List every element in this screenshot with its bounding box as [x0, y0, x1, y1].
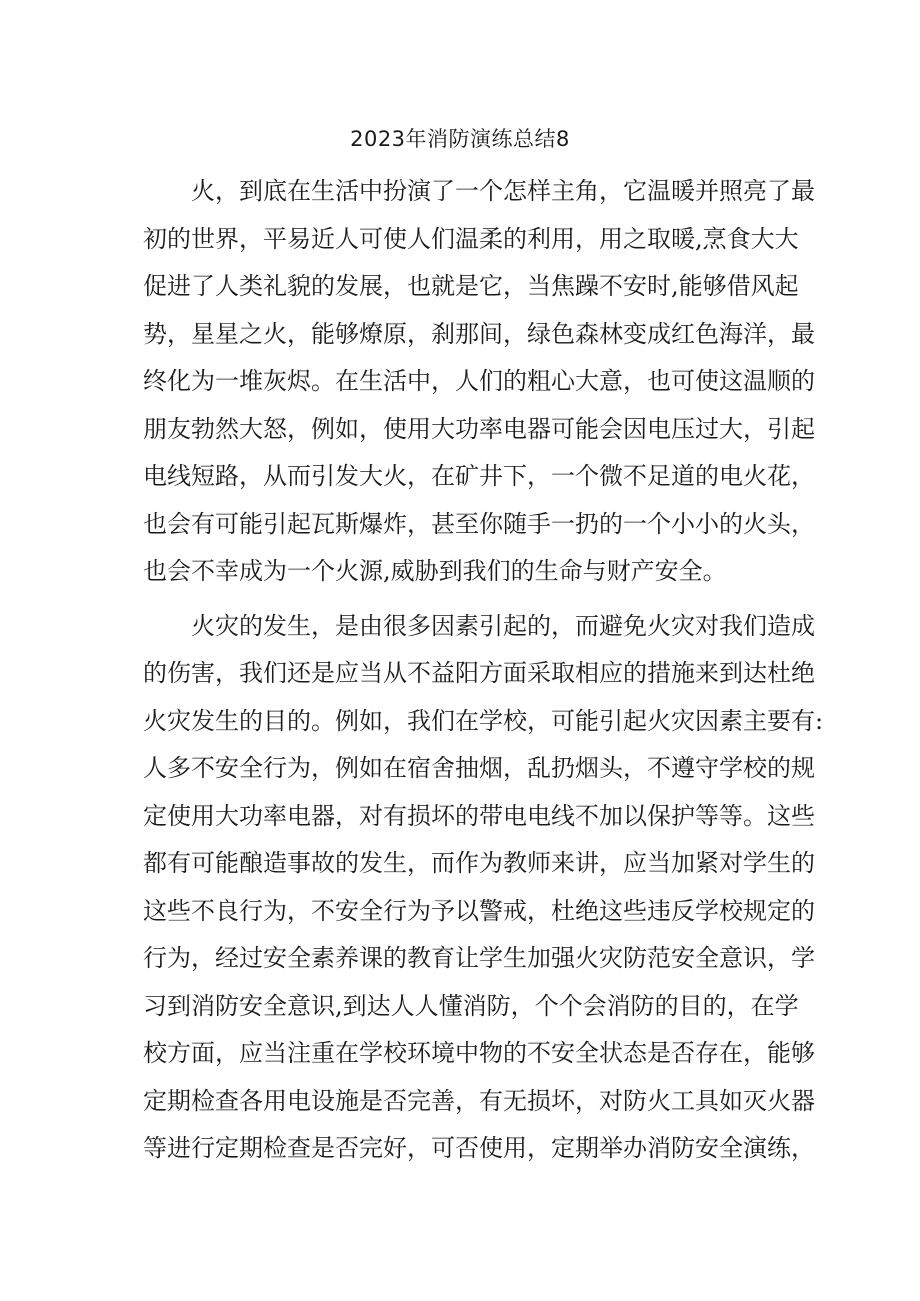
paragraph-line: 行为，经过安全素养课的教育让学生加强火灾防范安全意识，学: [143, 944, 815, 972]
paragraph-line: 等进行定期检查是否完好，可否使用，定期举办消防安全演练，: [143, 1134, 815, 1162]
paragraph-line: 的伤害，我们还是应当从不益阳方面采取相应的措施来到达杜绝: [143, 659, 815, 687]
paragraph-line: 定期检查各用电设施是否完善，有无损坏，对防火工具如灭火器: [143, 1086, 815, 1115]
paragraph-line: 电线短路，从而引发大火，在矿井下，一个微不足道的电火花，: [143, 462, 815, 490]
paragraph-line: 火，到底在生活中扮演了一个怎样主角，它温暖并照亮了最: [191, 177, 815, 205]
paragraph-line: 定使用大功率电器，对有损坏的带电电线不加以保护等等。这些: [143, 801, 815, 830]
paragraph-line: 也会有可能引起瓦斯爆炸，甚至你随手一扔的一个小小的火头，: [143, 509, 815, 538]
paragraph-line: 也会不幸成为一个火源,威胁到我们的生命与财产安全。: [143, 557, 727, 585]
paragraph-line: 这些不良行为，不安全行为予以警戒，杜绝这些违反学校规定的: [143, 896, 815, 925]
paragraph-line: 火灾的发生，是由很多因素引起的，而避免火灾对我们造成: [191, 611, 815, 640]
paragraph-line: 火灾发生的目的。例如，我们在学校，可能引起火灾因素主要有:: [143, 706, 824, 735]
paragraph-line: 初的世界，平易近人可使人们温柔的利用，用之取暖,烹食大大: [143, 224, 799, 253]
document-body: [143, 168, 824, 1173]
paragraph-line: 人多不安全行为，例如在宿舍抽烟，乱扔烟头，不遵守学校的规: [143, 754, 815, 782]
paragraph-2: [143, 603, 824, 1173]
paragraph-line: 习到消防安全意识,到达人人懂消防，个个会消防的目的，在学: [143, 991, 799, 1020]
paragraph-line: 促进了人类礼貌的发展，也就是它，当焦躁不安时,能够借风起: [143, 272, 799, 300]
paragraph-line: 终化为一堆灰烬。在生活中，人们的粗心大意，也可使这温顺的: [143, 367, 815, 395]
paragraph-gap: [143, 596, 783, 603]
paragraph-line: 势，星星之火，能够燎原，刹那间，绿色森林变成红色海洋，最: [143, 319, 815, 348]
paragraph-1: [143, 168, 815, 596]
document-title: 2023年消防演练总结8: [350, 127, 570, 151]
paragraph-line: 校方面，应当注重在学校环境中物的不安全状态是否存在，能够: [143, 1039, 815, 1067]
paragraph-line: 朋友勃然大怒，例如，使用大功率电器可能会因电压过大，引起: [143, 414, 815, 443]
paragraph-line: 都有可能酿造事故的发生，而作为教师来讲，应当加紧对学生的: [143, 849, 815, 877]
